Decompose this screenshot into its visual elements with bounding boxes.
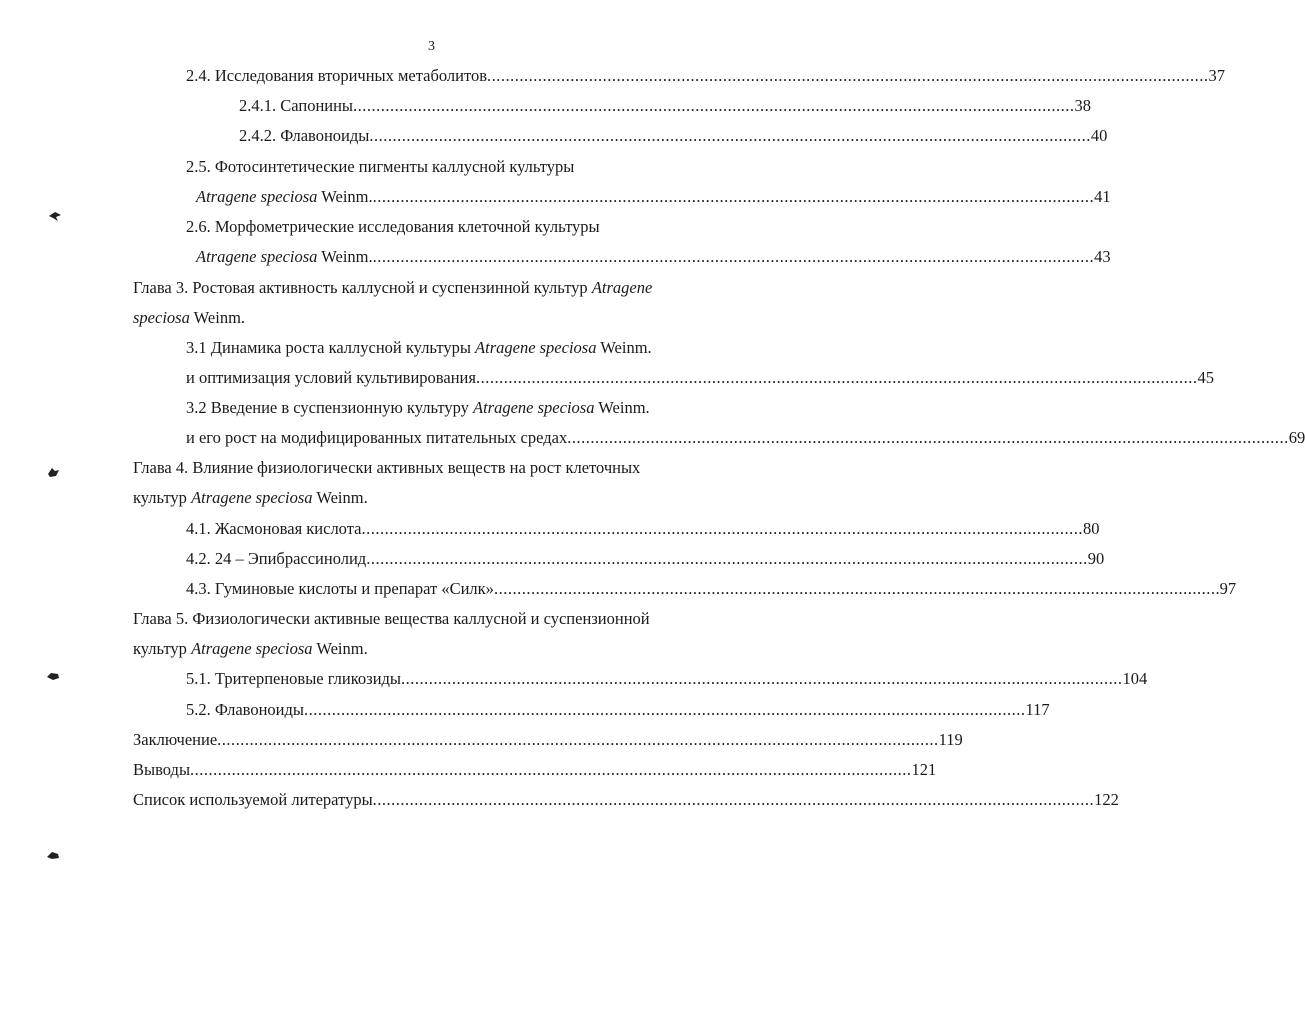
- toc-chapter-5-line2: [133, 639, 368, 659]
- toc-title: 2.4.1. Сапонины: [239, 96, 354, 115]
- author-abbrev: Weinm.: [189, 308, 246, 327]
- toc-title: 4.2. 24 – Эпибрассинолид: [186, 549, 367, 568]
- species-name: Atragene speciosa: [191, 488, 313, 507]
- species-name: Atragene speciosa: [196, 247, 318, 266]
- toc-chapter-5-line1: Глава 5. Физиологически активные вещества каллусной и суспензионной: [133, 609, 650, 628]
- toc-page: 122: [1094, 790, 1119, 809]
- species-name: Atragene speciosa: [191, 639, 313, 658]
- toc-title: [196, 187, 373, 207]
- author-abbrev: Weinm.: [312, 488, 368, 507]
- species-name: speciosa: [133, 308, 190, 327]
- toc-entry-2-5-line2: [196, 187, 1111, 207]
- toc-page: 43: [1094, 247, 1111, 266]
- leader-dots: ............................................................................................................................................................: [217, 730, 939, 749]
- toc-page: 38: [1074, 96, 1092, 115]
- leader-dots: ............................................................................................................................................................: [303, 700, 1026, 719]
- chapter-title: культур: [133, 639, 192, 658]
- species-name: Atragene speciosa: [473, 398, 595, 417]
- author-abbrev: Weinm.: [596, 338, 652, 357]
- toc-entry-2-4: [186, 66, 1226, 86]
- toc-page: 37: [1208, 66, 1226, 85]
- page-number: 3: [428, 39, 435, 54]
- toc-page: 69: [1288, 428, 1305, 447]
- chapter-title: культур: [133, 488, 192, 507]
- toc-page: 45: [1197, 368, 1214, 387]
- toc-page: 90: [1087, 549, 1105, 568]
- author-abbrev: Weinm.: [312, 639, 368, 658]
- toc-entry-5-2: [186, 700, 1050, 720]
- toc-page: 121: [911, 760, 937, 779]
- leader-dots: ............................................................................................................................................................: [353, 96, 1075, 115]
- leader-dots: ............................................................................................................................................................: [369, 126, 1091, 145]
- toc-page: 40: [1090, 126, 1108, 145]
- author-abbrev: Weinm.: [317, 187, 373, 206]
- toc-title: 2.4.2. Флавоноиды: [239, 126, 370, 145]
- toc-title: Список используемой литературы: [133, 790, 373, 809]
- toc-entry-3-1-line1: [186, 338, 652, 358]
- leader-dots: ............................................................................................................................................................: [366, 549, 1088, 568]
- toc-title: 5.2. Флавоноиды: [186, 700, 304, 719]
- toc-entry-4-3: [186, 579, 1237, 599]
- species-name: Atragene speciosa: [475, 338, 597, 357]
- author-abbrev: Weinm.: [317, 247, 373, 266]
- toc-title: и оптимизация условий культивирования: [186, 368, 476, 387]
- toc-entry-3-1-line2: [186, 368, 1214, 388]
- scan-speck: [46, 849, 60, 861]
- toc-entry-5-1: [186, 669, 1148, 689]
- toc-page: 117: [1025, 700, 1050, 719]
- toc-title: Выводы: [133, 760, 191, 779]
- species-name: Atragene: [591, 278, 653, 297]
- toc-chapter-3-line1: [133, 278, 652, 298]
- toc-entry-conclusion: [133, 730, 963, 750]
- leader-dots: ............................................................................................................................................................: [475, 368, 1198, 387]
- toc-title: 4.1. Жасмоновая кислота: [186, 519, 362, 538]
- toc-page: 41: [1094, 187, 1111, 206]
- species-name: Atragene speciosa: [196, 187, 318, 206]
- toc-entry-findings: [133, 760, 937, 780]
- toc-title: 4.3. Гуминовые кислоты и препарат «Силк»: [186, 579, 494, 598]
- toc-entry-3-2-line1: [186, 398, 650, 418]
- leader-dots: ............................................................................................................................................................: [372, 187, 1095, 206]
- toc-title: [196, 247, 373, 267]
- toc-entry-references: [133, 790, 1119, 810]
- toc-entry-2-6-line1: 2.6. Морфометрические исследования клеточной культуры: [186, 217, 600, 236]
- leader-dots: ............................................................................................................................................................: [401, 669, 1123, 688]
- toc-page: 80: [1082, 519, 1100, 538]
- leader-dots: ............................................................................................................................................................: [487, 66, 1209, 85]
- scan-speck: [48, 210, 62, 222]
- toc-chapter-4-line1: Глава 4. Влияние физиологически активных веществ на рост клеточных: [133, 458, 641, 477]
- leader-dots: ............................................................................................................................................................: [372, 247, 1095, 266]
- toc-title: 2.4. Исследования вторичных метаболитов: [186, 66, 488, 85]
- scan-speck: [46, 466, 60, 478]
- toc-chapter-4-line2: [133, 488, 368, 508]
- toc-entry-2-6-line2: [196, 247, 1111, 267]
- toc-page: .97: [1215, 579, 1237, 598]
- scan-speck: [46, 670, 60, 682]
- toc-title: и его рост на модифицированных питательных средах: [186, 428, 568, 447]
- toc-entry-2-5-line1: 2.5. Фотосинтетические пигменты каллусной культуры: [186, 157, 575, 176]
- toc-page: 119: [938, 730, 963, 749]
- toc-title: 3.1 Динамика роста каллусной культуры: [186, 338, 476, 357]
- toc-page: 104: [1122, 669, 1148, 688]
- leader-dots: ............................................................................................................................................................: [361, 519, 1083, 538]
- toc-title: 5.1. Тритерпеновые гликозиды: [186, 669, 401, 688]
- chapter-title: Глава 3. Ростовая активность каллусной и суспензинной культур: [133, 278, 592, 297]
- toc-entry-2-4-1: [239, 96, 1092, 116]
- toc-entry-2-4-2: [239, 126, 1108, 146]
- toc-chapter-3-line2: [133, 308, 245, 328]
- leader-dots: ............................................................................................................................................................: [493, 579, 1216, 598]
- leader-dots: ............................................................................................................................................................: [372, 790, 1095, 809]
- toc-entry-4-2: [186, 549, 1105, 569]
- leader-dots: ............................................................................................................................................................: [190, 760, 912, 779]
- toc-title: 3.2 Введение в суспензионную культуру: [186, 398, 474, 417]
- leader-dots: ............................................................................................................................................................: [567, 428, 1289, 447]
- toc-entry-3-2-line2: [186, 428, 1305, 448]
- toc-entry-4-1: [186, 519, 1100, 539]
- author-abbrev: Weinm.: [594, 398, 650, 417]
- toc-title: Заключение: [133, 730, 218, 749]
